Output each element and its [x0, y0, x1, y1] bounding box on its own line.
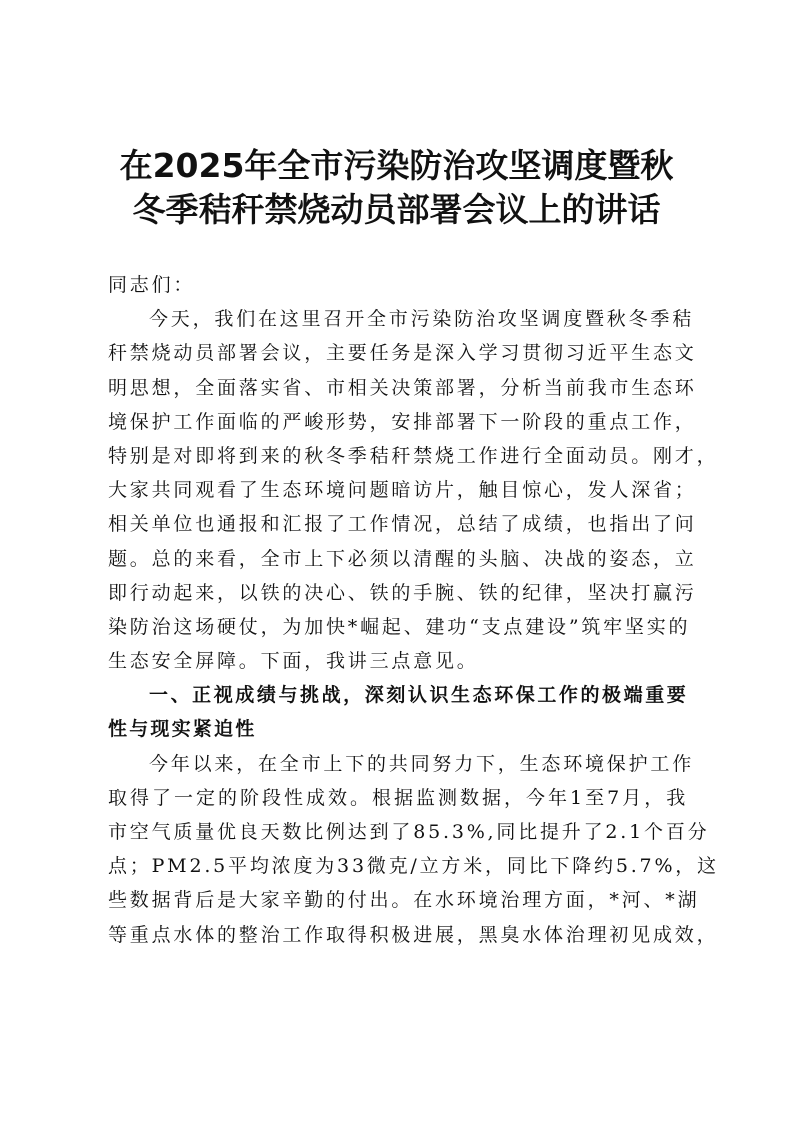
- paragraph-line: 今天，我们在这里召开全市污染防治攻坚调度暨秋冬季秸: [149, 308, 695, 331]
- paragraph-line: 特别是对即将到来的秋冬季秸秆禁烧工作进行全面动员。刚才，: [108, 444, 719, 467]
- paragraph-line: 市空气质量优良天数比例达到了85.3%,同比提升了2.1个百分: [108, 821, 710, 843]
- paragraph-line: 等重点水体的整治工作取得积极进展，黑臭水体治理初见成效，: [108, 923, 719, 946]
- paragraph-line: 取得了一定的阶段性成效。根据监测数据，今年1至7月，我: [108, 786, 688, 809]
- paragraph-line: 染防治这场硬仗，为加快*崛起、建功“支点建设”筑牢坚实的: [108, 615, 691, 638]
- document-title: [100, 144, 693, 232]
- paragraph-line: 点；PM2.5平均浓度为33微克/立方米，同比下降约5.7%，这: [108, 855, 719, 878]
- paragraph-line: 即行动起来，以铁的决心、铁的手腕、铁的纪律，坚决打赢污: [108, 581, 697, 604]
- greeting: 同志们：: [108, 274, 196, 296]
- paragraph-line: 境保护工作面临的严峻形势，安排部署下一阶段的重点工作，: [108, 410, 697, 433]
- title-line-2: 冬季秸秆禁烧动员部署会议上的讲话: [132, 190, 661, 229]
- title-line-1: 在2025年全市污染防治攻坚调度暨秋: [119, 146, 674, 185]
- paragraph-line: 生态安全屏障。下面，我讲三点意见。: [108, 650, 479, 673]
- paragraph-line: 相关单位也通报和汇报了工作情况，总结了成绩，也指出了问: [108, 513, 697, 536]
- paragraph-line: 些数据背后是大家辛勤的付出。在水环境治理方面，*河、*湖: [108, 889, 700, 912]
- section-heading: 一、正视成绩与挑战，深刻认识生态环保工作的极端重要: [149, 684, 688, 707]
- paragraph-line: 明思想，全面落实省、市相关决策部署，分析当前我市生态环: [108, 376, 697, 399]
- section-heading: 性与现实紧迫性: [108, 718, 257, 741]
- paragraph-line: 题。总的来看，全市上下必须以清醒的头脑、决战的姿态，立: [108, 547, 697, 570]
- paragraph-line: 大家共同观看了生态环境问题暗访片，触目惊心，发人深省；: [108, 479, 697, 502]
- paragraph-line: 今年以来，在全市上下的共同努力下，生态环境保护工作: [149, 752, 695, 775]
- document-body: [108, 268, 719, 952]
- paragraph-line: 秆禁烧动员部署会议，主要任务是深入学习贯彻习近平生态文: [108, 342, 697, 365]
